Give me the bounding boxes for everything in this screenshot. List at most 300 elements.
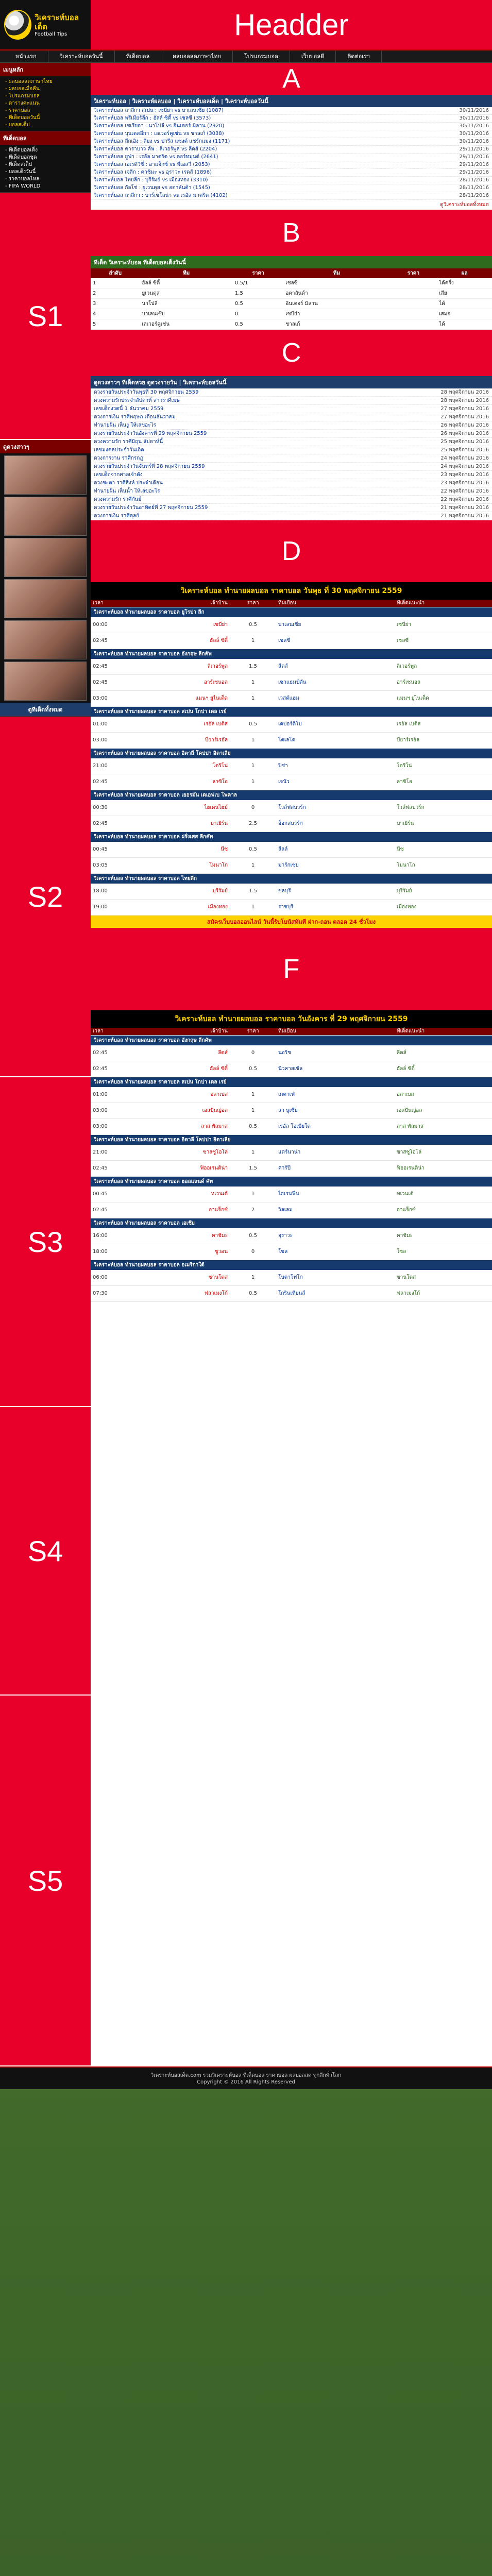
ad-block-c[interactable]: C [91, 330, 492, 376]
match-cell: 1 [251, 696, 255, 701]
horo-item-date: 24 พฤศจิกายน 2016 [440, 455, 489, 461]
news-item-title[interactable]: วิเคราะห์บอล ยูฟ่า : เรอัล มาดริด vs ดอร์ทมุนด์ (2641) [94, 154, 218, 160]
nav-contact[interactable]: ติดต่อเรา [336, 50, 382, 63]
match-cell: เรอัล เบติส [397, 721, 421, 727]
program-today-title: วิเคราะห์บอล ทำนายผลบอล ราคาบอล วันพุธ ที่ 30 พฤศจิกายน 2559 [91, 582, 492, 600]
match-cell: 0 [251, 1050, 255, 1056]
league-title[interactable]: วิเคราะห์บอล ทำนายผลบอล ราคาบอล ไทยลีก [91, 874, 492, 884]
news-item-date: 30/11/2016 [459, 139, 489, 144]
sidebar-menu-item[interactable]: - ทีเด็ดบอลวันนี้ [5, 115, 40, 121]
sidebar-ad-s5[interactable]: S5 [0, 1696, 91, 2066]
match-cell: 1 [251, 1275, 255, 1280]
news-item[interactable] [91, 138, 492, 146]
table-cell: เสมอ [437, 309, 492, 319]
horo-item-title[interactable]: ดวงความรักประจำสัปดาห์ สาวราศีเมษ [94, 398, 180, 403]
match-cell: เมืองทอง [208, 904, 228, 910]
match-cell: 18:00 [93, 888, 108, 894]
sidebar-menu-item[interactable]: - ผลบอลเมื่อคืน [5, 86, 40, 92]
horo-list [91, 388, 492, 520]
sidebar-tips-item[interactable]: - ทีเด็ดสเต็ป [5, 162, 32, 167]
match-row[interactable] [91, 1270, 492, 1286]
sidebar-tips-item[interactable]: - ทีเด็ดบอลชุด [5, 155, 37, 160]
match-row[interactable] [91, 758, 492, 774]
league-title[interactable]: วิเคราะห์บอล ทำนายผลบอล ราคาบอล ยูโรปา ลีก [91, 607, 492, 617]
horo-item[interactable] [91, 479, 492, 487]
match-cell: ซูวอน [214, 1249, 228, 1255]
footer-copyright: Copyright © 2016 All Rights Reserved [197, 2079, 295, 2085]
horo-item-date: 28 พฤศจิกายน 2016 [440, 389, 489, 395]
news-item[interactable] [91, 161, 492, 169]
horo-item[interactable] [91, 430, 492, 438]
league-title[interactable]: วิเคราะห์บอล ทำนายผลบอล ราคาบอล เอเชีย [91, 1218, 492, 1228]
match-cell: ฟลาเมงโก้ [204, 1291, 228, 1296]
match-cell: เรอัล โอเบียโด [278, 1124, 311, 1129]
horo-item[interactable] [91, 463, 492, 471]
match-row[interactable] [91, 800, 492, 816]
news-item[interactable] [91, 107, 492, 115]
match-row[interactable] [91, 1228, 492, 1244]
horo-item-date: 23 พฤศจิกายน 2016 [440, 480, 489, 486]
news-item[interactable] [91, 154, 492, 161]
match-cell: อลาเบส [397, 1092, 414, 1097]
match-cell: เกตาเฟ่ [278, 1092, 295, 1097]
horo-item[interactable] [91, 388, 492, 397]
gallery-photo[interactable] [4, 662, 87, 701]
table-cell: 0.5 [233, 299, 283, 309]
match-cell: 00:45 [93, 1191, 108, 1197]
match-cell: คาชิมะ [211, 1233, 228, 1239]
sidebar-menu-item[interactable]: - โปรแกรมบอล [5, 93, 40, 99]
table-cell [390, 299, 437, 309]
horo-item-title[interactable]: ทำนายฝัน เห็นงู ให้เลขอะไร [94, 422, 156, 428]
sidebar-ad-s3[interactable]: S3 [0, 1077, 91, 1407]
sidebar-ad-s4[interactable]: S4 [0, 1407, 91, 1696]
promo-banner[interactable]: สมัครเว็บบอลออนไลน์ วันนี้รับโบนัสทันที ฝาก-ถอน ตลอด 24 ชั่วโมง [91, 916, 492, 928]
table-cell: ฮัลล์ ซิตี้ [140, 278, 233, 289]
news-item[interactable] [91, 169, 492, 177]
news-item-title[interactable]: วิเคราะห์บอล ลีกเอิง : ลียง vs ปารีส แซงต์ แชร์กแมง (1171) [94, 139, 230, 144]
horo-item-title[interactable]: ดวงความรัก ราศีมิถุน สัปดาห์นี้ [94, 439, 163, 445]
match-cell: โวล์ฟสบวร์ก [397, 805, 425, 810]
match-cell: 2.5 [249, 821, 257, 826]
match-cell: เรอัล เบติส [203, 721, 228, 727]
match-cell: 1 [251, 737, 255, 743]
sidebar-menu [0, 63, 91, 131]
horo-item[interactable] [91, 471, 492, 479]
news-item-title[interactable]: วิเคราะห์บอล บุนเดสลีกา : เลเวอร์คูเซ่น vs ชาลเก้ (3038) [94, 131, 224, 137]
news-item-date: 28/11/2016 [459, 193, 489, 198]
news-item-date: 29/11/2016 [459, 162, 489, 167]
league-title[interactable]: วิเคราะห์บอล ทำนายผลบอล ราคาบอล ฮอลแลนด์ คัพ [91, 1177, 492, 1187]
horo-item-title[interactable]: ดวงความรัก ราศีกันย์ [94, 497, 142, 502]
news-item-title[interactable]: วิเคราะห์บอล ลาลีกา สเปน : เซบีย่า vs บาเลนเซีย (1087) [94, 108, 224, 113]
league-title[interactable]: วิเคราะห์บอล ทำนายผลบอล ราคาบอล อังกฤษ ลีกคัพ [91, 1036, 492, 1045]
horo-item[interactable] [91, 405, 492, 413]
match-cell: 0.5 [249, 622, 257, 628]
match-cell: ทเวนเต้ [211, 1191, 228, 1197]
header-banner[interactable]: Headder [91, 0, 492, 49]
horo-item-date: 25 พฤศจิกายน 2016 [440, 439, 489, 445]
match-row[interactable] [91, 1087, 492, 1103]
news-item-title[interactable]: วิเคราะห์บอล เซเรียอา : นาโปลี vs อินเตอร์ มิลาน (2920) [94, 123, 225, 129]
news-section [91, 95, 492, 210]
match-row[interactable] [91, 1119, 492, 1135]
sidebar [0, 63, 91, 2066]
gallery-photo[interactable] [4, 497, 87, 536]
match-cell: อาแจ็กซ์ [209, 1207, 228, 1213]
match-cell: วิลเลม [278, 1207, 293, 1213]
horo-item[interactable] [91, 454, 492, 463]
match-cell: โตริโน่ [397, 763, 412, 769]
match-cell: ลีลล์ [278, 846, 288, 852]
match-row[interactable] [91, 617, 492, 633]
match-cell: บาเยิร์น [397, 821, 414, 826]
horo-item-title[interactable]: ดวงชะตา ราศีสิงห์ ประจำเดือน [94, 480, 163, 486]
horo-item-date: 21 พฤศจิกายน 2016 [440, 513, 489, 519]
tips-table-header: ราคา [390, 268, 437, 278]
nav-analysis[interactable]: วิเคราะห์บอลวันนี้ [48, 50, 115, 63]
match-cell: 16:00 [93, 1233, 108, 1239]
league-title[interactable]: วิเคราะห์บอล ทำนายผลบอล ราคาบอล อังกฤษ ลีกคัพ [91, 649, 492, 659]
news-item-title[interactable]: วิเคราะห์บอล เจลีก : คาชิมะ vs อุราวะ เรดส์ (1896) [94, 170, 212, 175]
match-cell: เซบีย่า [213, 622, 228, 628]
news-list [91, 107, 492, 200]
tips-table-section [91, 256, 492, 330]
table-cell [390, 289, 437, 299]
match-cell: อุราวะ [278, 1233, 293, 1239]
match-cell: เวสต์แฮม [278, 696, 299, 701]
gallery-photo[interactable] [4, 579, 87, 618]
match-cell: 01:00 [93, 1092, 108, 1097]
match-cell: 03:00 [93, 1124, 108, 1129]
match-cell: 1 [251, 862, 255, 868]
match-row[interactable] [91, 717, 492, 733]
logo-title: วิเคราะห์บอลเด็ด [35, 12, 79, 31]
program-tomorrow-title: วิเคราะห์บอล ทำนายผลบอล ราคาบอล วันอังคาร ที่ 29 พฤศจิกายน 2559 [91, 1010, 492, 1028]
match-cell: คาชิมะ [397, 1233, 413, 1239]
match-cell: คาร์ปี [278, 1165, 291, 1171]
match-cell: 01:00 [93, 721, 108, 727]
match-row[interactable] [91, 1045, 492, 1061]
sidebar-tips-item[interactable]: - บอลเต็งวันนี้ [5, 169, 36, 175]
match-row[interactable] [91, 1161, 492, 1177]
news-item[interactable] [91, 184, 492, 192]
nav-tips[interactable]: ทีเด็ดบอล [115, 50, 162, 63]
match-row[interactable] [91, 774, 492, 790]
news-item-title[interactable]: วิเคราะห์บอล พรีเมียร์ลีก : ฮัลล์ ซิตี้ vs เชลซี (3573) [94, 115, 211, 121]
table-cell [390, 309, 437, 319]
match-cell: 18:00 [93, 1249, 108, 1255]
horo-item-title[interactable]: ดวงรายวันประจำวันจันทร์ที่ 28 พฤศจิกายน 2559 [94, 464, 205, 469]
news-item[interactable] [91, 115, 492, 123]
match-cell: 2 [251, 1207, 255, 1213]
match-cell: ไฮเรนฟีน [278, 1191, 299, 1197]
table-cell: 5 [91, 319, 140, 330]
match-cell: ฮัลล์ ซิตี้ [210, 1066, 228, 1072]
table-cell: นาโปลี [140, 299, 233, 309]
table-cell: 3 [91, 299, 140, 309]
match-cell: เมืองทอง [397, 904, 417, 910]
match-cell: 0.5 [249, 721, 257, 727]
ad-block-a[interactable]: A [91, 63, 492, 95]
sidebar-ad-s1[interactable]: S1 [0, 193, 91, 440]
horo-item-date: 22 พฤศจิกายน 2016 [440, 488, 489, 494]
match-row[interactable] [91, 633, 492, 649]
match-cell: ฮัลล์ ซิตี้ [397, 1066, 415, 1072]
horo-item-date: 27 พฤศจิกายน 2016 [440, 414, 489, 420]
match-row[interactable] [91, 858, 492, 874]
horo-item[interactable] [91, 413, 492, 421]
match-row[interactable] [91, 1244, 492, 1260]
match-cell: โซล [397, 1249, 406, 1255]
match-cell: 02:45 [93, 664, 108, 669]
match-cell: 21:00 [93, 1149, 108, 1155]
match-cell: 1 [251, 763, 255, 769]
horo-item-title[interactable]: ดวงการงาน ราศีกรกฎ [94, 455, 144, 461]
news-item-date: 28/11/2016 [459, 185, 489, 191]
match-cell: ลีดส์ [397, 1050, 406, 1056]
match-row[interactable] [91, 733, 492, 749]
table-cell: อินเตอร์ มิลาน [283, 299, 389, 309]
match-row[interactable] [91, 900, 492, 916]
news-item[interactable] [91, 177, 492, 184]
horo-item-title[interactable]: เลขเด็ดงวดนี้ 1 ธันวาคม 2559 [94, 406, 164, 412]
horo-item[interactable] [91, 504, 492, 512]
match-row[interactable] [91, 1286, 492, 1302]
table-row [91, 309, 492, 319]
program-header [91, 1028, 492, 1036]
program-header-cell: เวลา [93, 600, 104, 606]
table-cell: 1 [91, 278, 140, 289]
news-item-date: 30/11/2016 [459, 131, 489, 137]
league-title[interactable]: วิเคราะห์บอล ทำนายผลบอล ราคาบอล ฝรั่งเศส ลีกคัพ [91, 832, 492, 842]
match-cell: โตเลโด [278, 737, 296, 743]
horo-item-date: 28 พฤศจิกายน 2016 [440, 398, 489, 403]
gallery-photo[interactable] [4, 538, 87, 577]
sidebar-menu-item[interactable]: - ตารางคะแนน [5, 100, 40, 106]
sidebar-gallery-title: ดูดวงสาวๆ [0, 440, 91, 453]
match-cell: 02:45 [93, 821, 108, 826]
match-row[interactable] [91, 659, 492, 675]
table-cell [390, 278, 437, 289]
news-item-title[interactable]: วิเคราะห์บอล ลาลีกา : บาร์เซโลน่า vs เรอัล มาดริด (4102) [94, 193, 228, 198]
match-cell: บียาร์เรอัล [397, 737, 420, 743]
news-item-date: 28/11/2016 [459, 177, 489, 183]
table-row [91, 319, 492, 330]
table-cell: 0.5/1 [233, 278, 283, 289]
top-nav [0, 50, 492, 63]
match-cell: 1.5 [249, 664, 257, 669]
match-cell: 1 [251, 680, 255, 685]
match-cell: 02:45 [93, 638, 108, 643]
table-cell: ได้ครึ่ง [437, 278, 492, 289]
match-row[interactable] [91, 1103, 492, 1119]
match-cell: 1 [251, 1092, 255, 1097]
horo-item-date: 25 พฤศจิกายน 2016 [440, 447, 489, 453]
match-cell: อาแจ็กซ์ [397, 1207, 416, 1213]
sidebar-menu-item[interactable]: - บอลสเต็ป [5, 122, 30, 128]
match-cell: อ็อกสบวร์ก [278, 821, 303, 826]
news-item-title[interactable]: วิเคราะห์บอล คาราบาว คัพ : ลิเวอร์พูล vs ลีดส์ (2204) [94, 146, 217, 152]
gallery-photo[interactable] [4, 620, 87, 659]
league-title[interactable]: วิเคราะห์บอล ทำนายผลบอล ราคาบอล อเมริกาใต้ [91, 1260, 492, 1270]
horo-item[interactable] [91, 487, 492, 496]
news-item[interactable] [91, 123, 492, 130]
horo-item[interactable] [91, 397, 492, 405]
sidebar-tips-item[interactable]: - FIFA WORLD [5, 183, 41, 189]
match-cell: บุรีรัมย์ [212, 888, 228, 894]
match-cell: เชลซี [397, 638, 409, 643]
match-cell: 1 [251, 1149, 255, 1155]
table-cell: ได้ [437, 319, 492, 330]
horo-item-title[interactable]: ทำนายฝัน เห็นน้ำ ให้เลขอะไร [94, 488, 160, 494]
sidebar-tips-item[interactable]: - ราคาบอลไหล [5, 176, 40, 182]
match-cell: ฮัลล์ ซิตี้ [210, 638, 228, 643]
table-row [91, 278, 492, 289]
match-cell: แมนฯ ยูไนเต็ด [195, 696, 228, 701]
match-cell: 19:00 [93, 904, 108, 910]
horo-item-date: 27 พฤศจิกายน 2016 [440, 406, 489, 412]
news-more-link[interactable]: ดูวิเคราะห์บอลทั้งหมด [440, 202, 489, 208]
match-cell: ไฮเดนไฮม์ [204, 805, 228, 810]
horo-section [91, 376, 492, 520]
match-cell: บาเลนเซีย [278, 622, 301, 628]
sidebar-tips-item[interactable]: - ทีเด็ดบอลเต็ง [5, 147, 38, 153]
match-cell: บียาร์เรอัล [205, 737, 228, 743]
horo-item-title[interactable]: ดวงการเงิน ราศีพฤษภ เดือนธันวาคม [94, 414, 176, 420]
news-item-title[interactable]: วิเคราะห์บอล ไทยลีก : บุรีรัมย์ vs เมืองทอง (3310) [94, 177, 208, 183]
horo-item-title[interactable]: ดวงรายวันประจำวันอังคารที่ 29 พฤศจิกายน 2559 [94, 431, 207, 436]
horo-item-title[interactable]: ดวงการเงิน ราศีตุลย์ [94, 513, 140, 519]
table-cell: ได้ [437, 299, 492, 309]
match-cell: โบตาโฟโก [278, 1275, 303, 1280]
table-cell: บาเลนเซีย [140, 309, 233, 319]
sidebar-menu-title: เมนูหลัก [0, 63, 91, 76]
match-cell: 1 [251, 904, 255, 910]
horo-item[interactable] [91, 496, 492, 504]
sidebar-menu-item[interactable]: - ราคาบอล [5, 108, 30, 113]
program-header-cell: เจ้าบ้าน [210, 600, 228, 606]
news-item-date: 29/11/2016 [459, 146, 489, 152]
match-row[interactable] [91, 884, 492, 900]
content-area [0, 63, 492, 2066]
horo-item[interactable] [91, 512, 492, 520]
sidebar-tips-title: ทีเด็ดบอล [0, 131, 91, 145]
match-row[interactable] [91, 842, 492, 858]
horo-item-title[interactable]: ดวงรายวันประจำวันอาทิตย์ที่ 27 พฤศจิกายน 2559 [94, 505, 208, 511]
match-row[interactable] [91, 675, 492, 691]
match-cell: เชลซี [278, 638, 291, 643]
sidebar-menu-item[interactable]: - ผลบอลสดภาษาไทย [5, 79, 53, 84]
horo-item-date: 24 พฤศจิกายน 2016 [440, 464, 489, 469]
tips-table-header: ผล [437, 268, 492, 278]
table-cell: 2 [91, 289, 140, 299]
tips-table-title: ทีเด็ด วิเคราะห์บอล ทีเด็ดบอลเต็งวันนี้ [91, 256, 492, 268]
nav-program[interactable]: โปรแกรมบอล [233, 50, 290, 63]
match-cell: ลิเวอร์พูล [207, 664, 228, 669]
match-cell: 1 [251, 779, 255, 785]
match-row[interactable] [91, 1187, 492, 1202]
news-item[interactable] [91, 146, 492, 154]
match-cell: ทเวนเต้ [397, 1191, 414, 1197]
match-row[interactable] [91, 1202, 492, 1218]
sidebar-gallery [0, 440, 91, 717]
horo-item-date: 23 พฤศจิกายน 2016 [440, 472, 489, 478]
horo-item[interactable] [91, 421, 492, 430]
site-logo[interactable] [0, 0, 91, 49]
match-row[interactable] [91, 1145, 492, 1161]
news-item[interactable] [91, 192, 492, 200]
match-cell: นีซ [220, 846, 228, 852]
table-row [91, 289, 492, 299]
match-cell: โตริโน่ [212, 763, 228, 769]
ad-block-d[interactable]: D [91, 520, 492, 582]
match-cell: 1 [251, 638, 255, 643]
match-cell: ลาซิโอ [397, 779, 412, 785]
nav-live-score[interactable]: ผลบอลสดภาษาไทย [161, 50, 232, 63]
match-cell: ซานโตส [208, 1275, 228, 1280]
ad-block-f[interactable]: F [91, 928, 492, 1010]
match-cell: นิวคาสเซิล [278, 1066, 303, 1072]
match-cell: เซาแธมป์ตัน [278, 680, 307, 685]
match-cell: 0.5 [249, 846, 257, 852]
match-cell: ปิซ่า [278, 763, 288, 769]
match-row[interactable] [91, 816, 492, 832]
ad-block-b[interactable]: B [91, 210, 492, 256]
match-cell: นอริช [278, 1050, 291, 1056]
nav-betting-sites[interactable]: เว็บบอลดี [290, 50, 336, 63]
main-column [91, 63, 492, 2066]
horo-item-title[interactable]: ดวงรายวันประจำวันพุธที่ 30 พฤศจิกายน 2559 [94, 389, 199, 395]
league-title[interactable]: วิเคราะห์บอล ทำนายผลบอล ราคาบอล อิตาลี โคปปา อิตาเลีย [91, 749, 492, 758]
match-cell: 1 [251, 1191, 255, 1197]
gallery-photo[interactable] [4, 455, 87, 495]
table-cell: ชาลเก้ [283, 319, 389, 330]
program-header-cell: ราคา [247, 600, 259, 606]
horo-item-title[interactable]: เลขเด็ดจากศาลเจ้าดัง [94, 472, 143, 478]
horo-item[interactable] [91, 446, 492, 454]
sidebar-cta[interactable]: ดูทีเด็ดทั้งหมด [0, 703, 91, 716]
news-item-title[interactable]: วิเคราะห์บอล กัลโช่ : ยูเวนตุส vs อตาลันต้า (1545) [94, 185, 210, 191]
match-row[interactable] [91, 1061, 492, 1077]
match-cell: ลีดส์ [278, 664, 288, 669]
table-cell: 0 [233, 309, 283, 319]
match-cell: ลาส พัลมาส [200, 1124, 228, 1129]
sidebar-ad-s2[interactable]: S2 [0, 717, 91, 1077]
league-title[interactable]: วิเคราะห์บอล ทำนายผลบอล ราคาบอล สเปน โกปา เดล เรย์ [91, 707, 492, 717]
horo-item[interactable] [91, 438, 492, 446]
sidebar-tips [0, 131, 91, 193]
horo-item-title[interactable]: เลขมงคลประจำวันเกิด [94, 447, 144, 453]
match-cell: 02:45 [93, 1050, 108, 1056]
news-item[interactable] [91, 130, 492, 138]
program-tomorrow [91, 1010, 492, 1302]
match-cell: ฟิออเรนติน่า [397, 1165, 425, 1171]
program-header-cell: ทีเด็ดแนะนำ [397, 600, 425, 606]
match-cell: 1.5 [249, 1165, 257, 1171]
match-cell: 0 [251, 1249, 255, 1255]
news-item-title[interactable]: วิเคราะห์บอล เอเรดิวิซี่ : อาแจ็กซ์ vs พีเอสวี (2053) [94, 162, 210, 167]
match-row[interactable] [91, 691, 492, 707]
league-title[interactable]: วิเคราะห์บอล ทำนายผลบอล ราคาบอล เยอรมัน เดเอฟเบ โพคาล [91, 790, 492, 800]
league-title[interactable]: วิเคราะห์บอล ทำนายผลบอล ราคาบอล สเปน โกปา เดล เรย์ [91, 1077, 492, 1087]
match-cell: แมนฯ ยูไนเต็ด [397, 696, 429, 701]
nav-home[interactable]: หน้าแรก [4, 50, 48, 63]
news-item-date: 29/11/2016 [459, 170, 489, 175]
match-cell: 00:30 [93, 805, 108, 810]
tips-table-header: ลำดับ [91, 268, 140, 278]
league-title[interactable]: วิเคราะห์บอล ทำนายผลบอล ราคาบอล อิตาลี โคปปา อิตาเลีย [91, 1135, 492, 1145]
